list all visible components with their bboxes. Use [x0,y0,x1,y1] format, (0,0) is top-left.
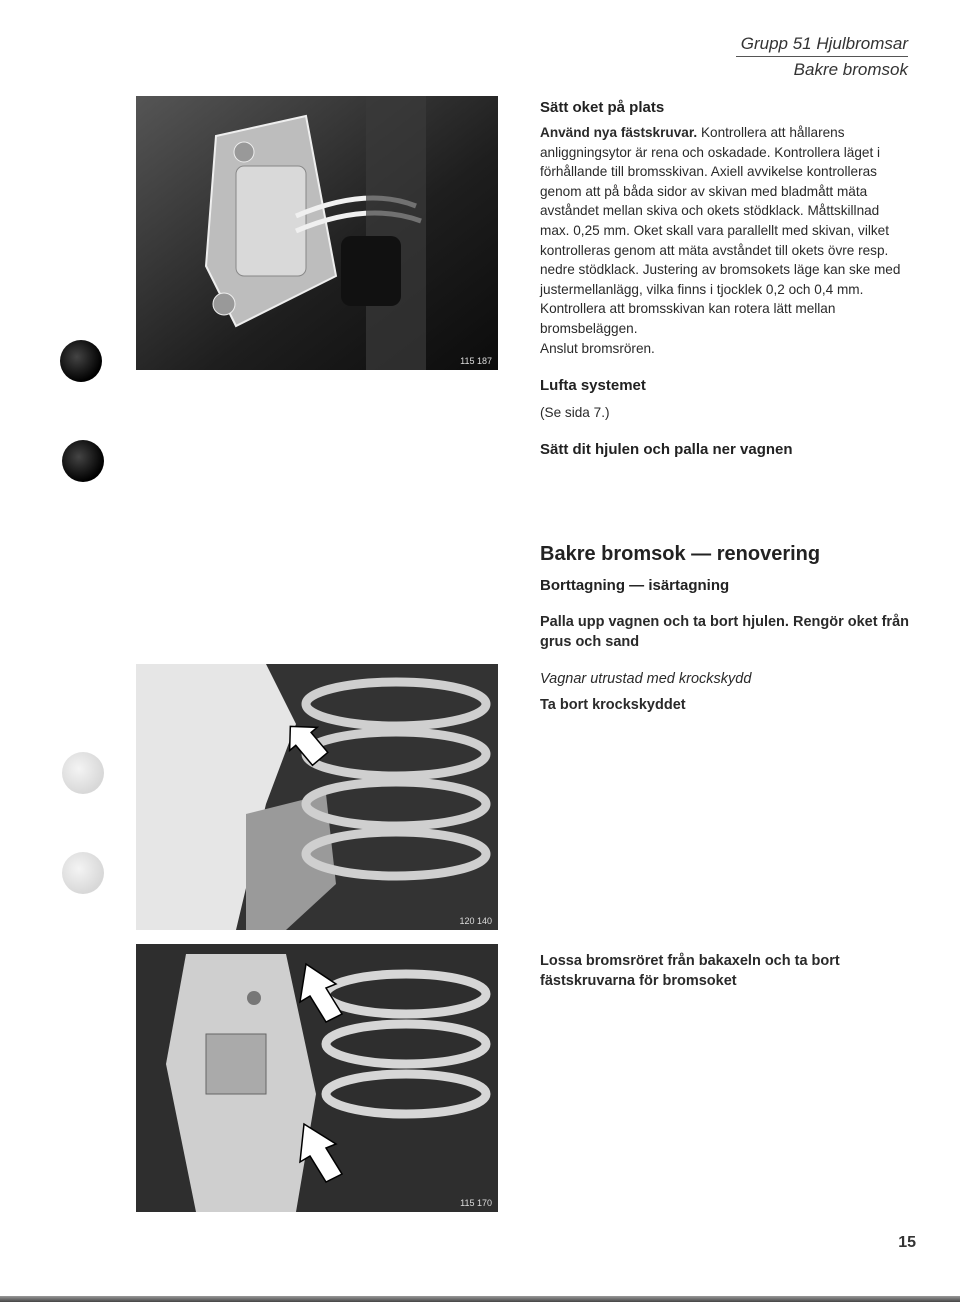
sub-heading: Borttagning — isärtagning [540,577,730,594]
section-heading: Sätt oket på plats [540,99,665,116]
binder-hole [62,440,104,482]
main-heading: Bakre bromsok — renovering [540,543,821,565]
emphasis-text: Använd nya fästskruvar. [540,125,698,140]
chapter-title: Grupp 51 Hjulbromsar [740,34,908,53]
caliper-illustration [136,96,498,370]
binder-hole [62,752,104,794]
italic-note: Vagnar utrustad med krockskydd [540,671,752,687]
figure-photo-spring-crash-guard [136,664,498,930]
figure-caption: 120 140 [459,916,492,926]
section-heading: Sätt dit hjulen och palla ner vagnen [540,441,793,458]
binder-hole [62,852,104,894]
figure-photo-caliper-mounted [136,96,498,370]
page-number: 15 [898,1234,916,1251]
instruction-line: Anslut bromsrören. [540,341,655,356]
step-text: Ta bort krockskyddet [540,697,686,713]
spring-illustration [136,664,498,930]
figure-photo-brake-line-bolts [136,944,498,1212]
reference-note: (Se sida 7.) [540,405,610,420]
header-rule [736,56,908,57]
section-heading: Lufta systemet [540,377,646,394]
instruction-paragraph: Lossa bromsröret från bakaxeln och ta bort fästskruvarna för bromsoket [540,953,840,989]
brake-line-illustration [136,944,498,1212]
chapter-subtitle: Bakre bromsok [793,60,908,79]
instruction-paragraph: Palla upp vagnen och ta bort hjulen. Rengör oket från grus och sand [540,614,909,650]
body-text: Kontrollera att hållarens anliggningsytor är rena och oskadade. Kontrollera läget i förhållande till bromsskivan. Axiell avvikelse kontrolleras genom att på båda sidor av skivan med bladmått mäta avståndet mellan skiva och okets stödklack. Måttskillnad max. 0,25 mm. Oket skall vara parallellt med skivan, vilket kontrolleras genom att mäta avståndet till okets övre resp. nedre stödklack. Justering av bromsokets läge kan ske med justermellanlägg, vilka finns i tjocklek 0,2 och 0,4 mm. Kontrollera att bromsskivan kan rotera lätt mellan bromsbeläggen. [540,125,901,336]
figure-caption: 115 187 [460,356,492,366]
page-edge-shadow [0,1296,960,1302]
binder-hole [60,340,102,382]
section-paragraph [540,123,912,339]
figure-caption: 115 170 [460,1198,492,1208]
